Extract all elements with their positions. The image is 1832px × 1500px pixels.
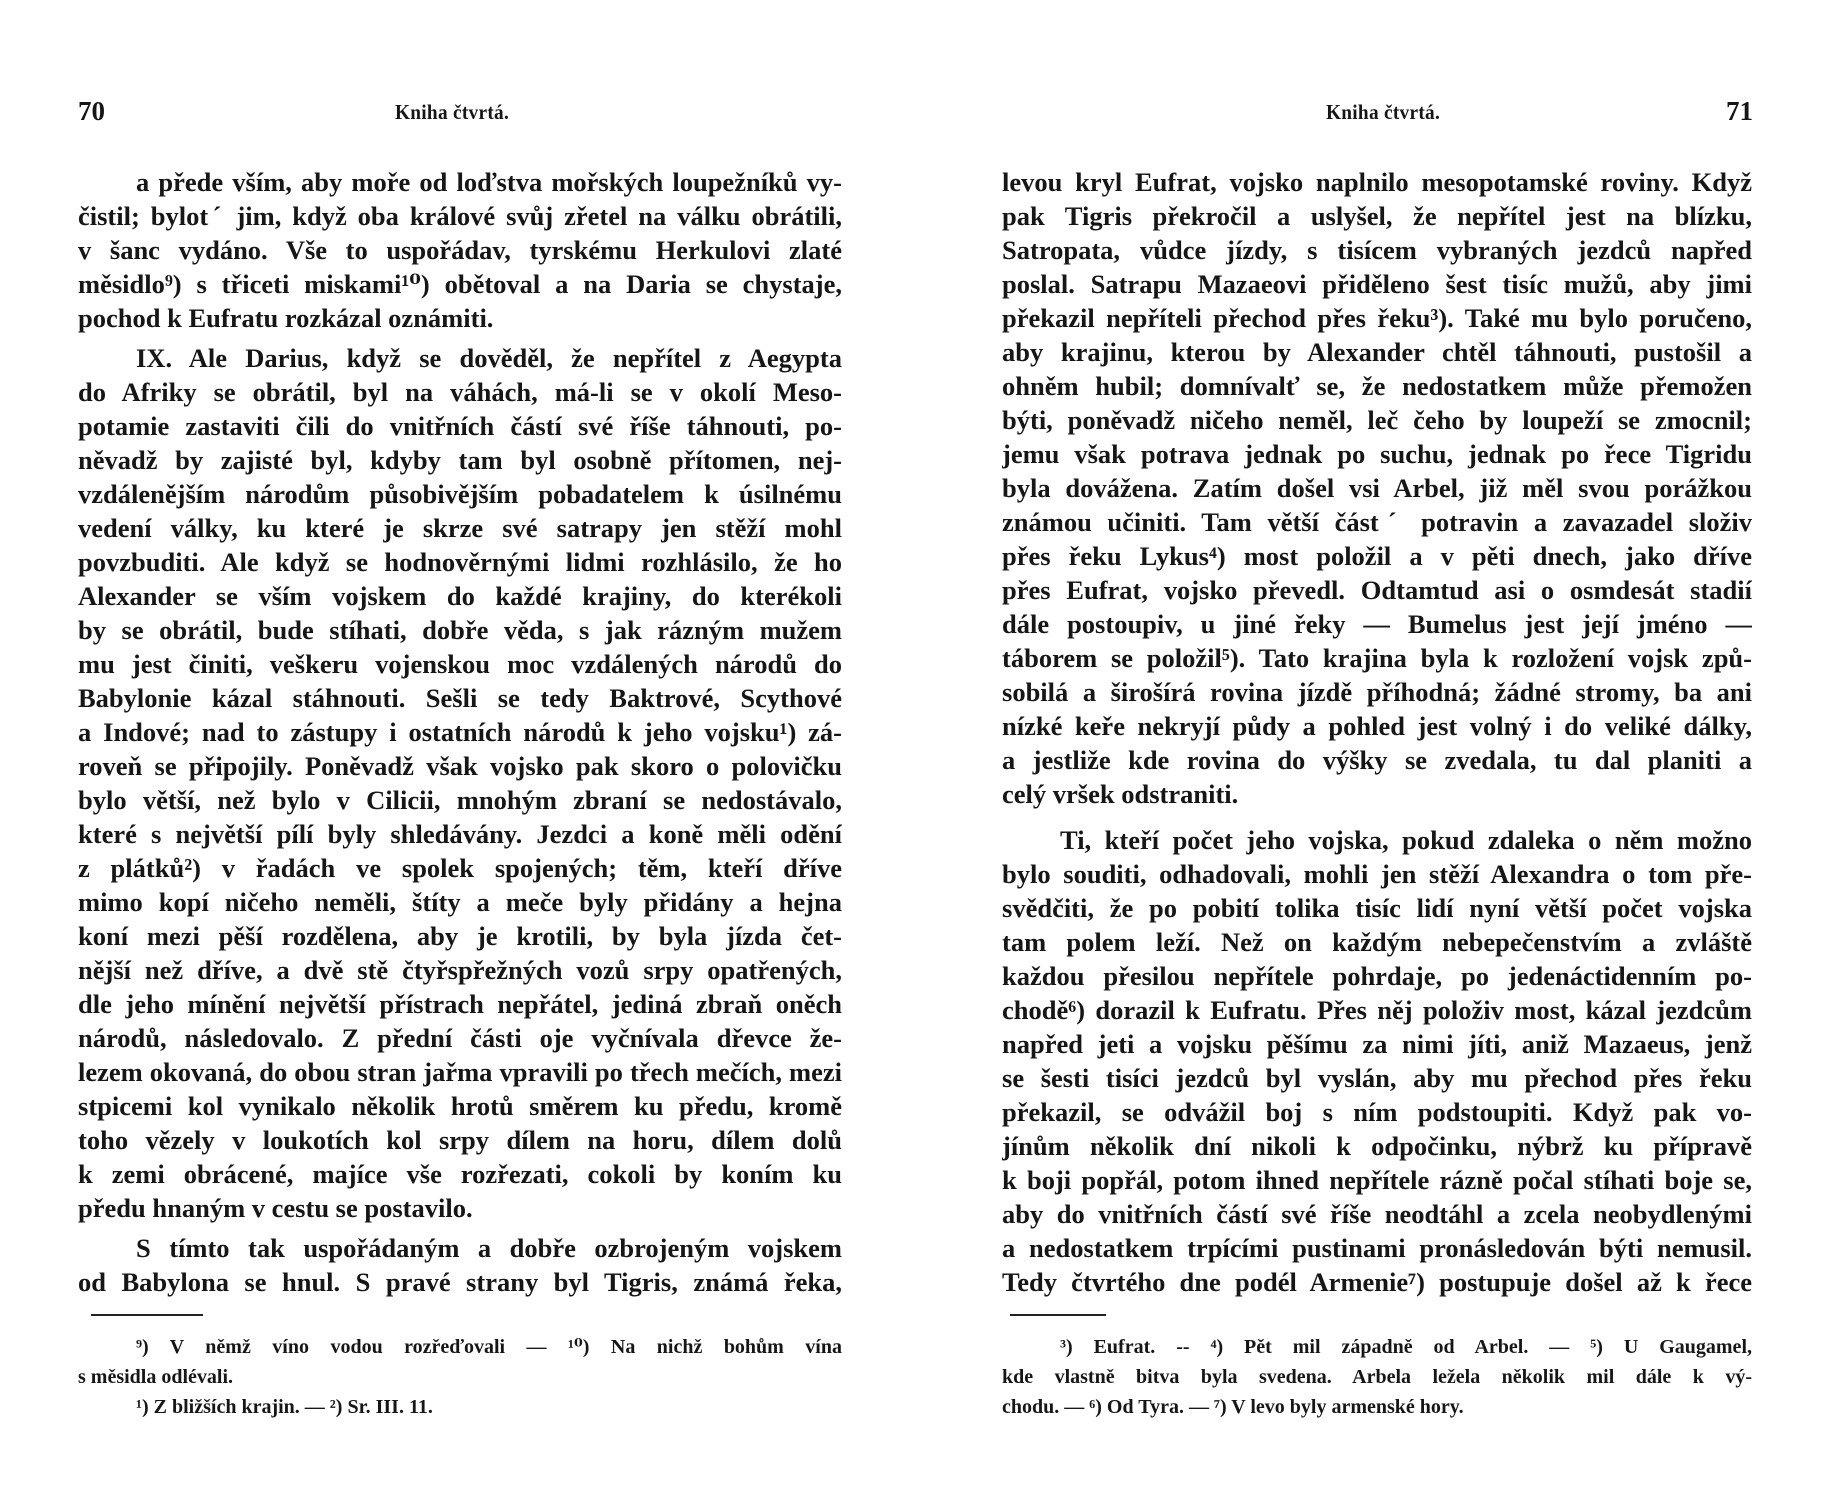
text-line: napřed jeti a vojsku pěšímu za nimi jíti, aniž Mazaeus, jenž [1002,1029,1752,1059]
running-head: Kniha čtvrtá. [394,100,510,124]
text-line: poslal. Satrapu Mazaeovi přiděleno šest tisíc mužů, aby jimi [1002,269,1752,299]
page-number: 70 [78,96,105,126]
text-line: potamie zastaviti čili do vnitřních částí své říše táhnouti, po- [78,411,842,441]
text-line: každou přesilou nepřítele pohrdaje, po jedenáctidenním po- [1002,961,1752,991]
text-line: z plátků²) v řadách ve spolek spojených; těm, kteří dříve [78,853,842,883]
text-line: bylo souditi, odhadovali, mohli jen stěží Alexandra o tom pře- [1002,859,1752,889]
text-line: tam polem leží. Než on každým nebepečenstvím a zvláště [1002,927,1752,957]
text-line: chodě⁶) dorazil k Eufratu. Přes něj položiv most, kázal jezdcům [1002,995,1752,1025]
text-line: překazil nepříteli přechod přes řeku³). Také mu bylo poručeno, [1002,303,1752,333]
text-line: pochod k Eufratu rozkázal oznámiti. [78,303,494,333]
footnote-rule [91,1314,203,1316]
text-line: vedení války, ku které je skrze své satrapy jen stěží mohl [78,513,842,543]
text-line: mu jest činiti, veškeru vojenskou moc vzdálených národů do [78,649,842,679]
text-line: roveň se připojily. Poněvadž však vojsko pak skoro o polovičku [78,751,842,781]
text-line: známou učiniti. Tam větší částˊ potravin a zavazadel složiv [1002,507,1752,537]
text-line: jínům několik dní nikoli k odpočinku, nýbrž ku přípravě [1002,1131,1752,1161]
text-line: stpicemi kol vynikalo několik hrotů směrem ku předu, kromě [78,1091,842,1121]
body-text [1002,165,1752,1299]
text-line: Babylonie kázal stáhnouti. Sešli se tedy Baktrové, Scythové [78,683,842,713]
right-page [916,0,1832,1500]
text-line: přes Eufrat, vojsko převedl. Odtamtud asi o osmdesát stadií [1002,575,1752,605]
text-line: a přede vším, aby moře od loďstva mořských loupežníků vy- [136,167,842,197]
footnote-rule [1010,1314,1106,1316]
text-line: vzdálenějším národům působivějším pobadatelem k úsilnému [78,479,842,509]
text-line: koní mezi pěší rozdělena, aby je krotili, by byla jízda čet- [78,921,842,951]
paragraph [78,1231,842,1299]
paragraph [78,341,842,1225]
text-line: nízké keře nekryjí půdy a pohled jest volný i do veliké dálky, [1002,711,1752,741]
footnote-line: chodu. — ⁶) Od Tyra. — ⁷) V levo byly armenské hory. [1002,1396,1464,1418]
text-line: aby do vnitřních částí své říše neodtáhl a zcela neobydlenými [1002,1199,1752,1229]
text-line: Satropata, vůdce jízdy, s tisícem vybraných jezdců napřed [1002,235,1752,265]
footnotes [78,1332,842,1422]
text-line: toho vězely v loukotích kol srpy dílem na horu, dílem dolů [78,1125,842,1155]
footnote-line: ¹) Z bližších krajin. — ²) Sr. III. 11. [136,1396,433,1418]
text-line: Alexander se vším vojskem do každé krajiny, do kterékoli [78,581,842,611]
text-line: lezem okovaná, do obou stran jařma vpravili po třech mečích, mezi [78,1057,842,1087]
text-line: národů, následovalo. Z přední části oje vyčnívala dřevce že- [78,1023,842,1053]
text-line: do Afriky se obrátil, byl na váhách, má-li se v okolí Meso- [78,377,842,407]
text-line: by se obrátil, bude stíhati, dobře věda, s jak rázným mužem [78,615,842,645]
text-line: čistil; bylotˊ jim, když oba králové svůj zřetel na válku obrátili, [78,201,842,231]
footnote-line: s měsidla odlévali. [78,1366,234,1388]
text-line: něvadž by zajisté byl, kdyby tam byl osobně přítomen, nej- [78,445,842,475]
text-line: překazil, se odvážil boj s ním podstoupiti. Když pak vo- [1002,1097,1752,1127]
text-line: povzbuditi. Ale když se hodnověrnými lidmi rozhlásilo, že ho [78,547,842,577]
footnote-line: kde vlastně bitva byla svedena. Arbela ležela několik mil dále k vý- [1002,1366,1752,1388]
text-line: táborem se položil⁵). Tato krajina byla k rozložení vojsk způ- [1002,643,1752,673]
footnotes [1002,1332,1752,1422]
text-line: a jestliže kde rovina do výšky se zvedala, tu dal planiti a [1002,745,1752,775]
text-line: bylo větší, než bylo v Cilicii, mnohým zbraní se nedostávalo, [78,785,842,815]
text-line: sobilá a širošírá rovina jízdě příhodná; žádné stromy, ba ani [1002,677,1752,707]
text-line: Tedy čtvrtého dne podél Armenie⁷) postupuje došel až k řece [1002,1267,1752,1297]
body-text [78,165,842,1299]
text-line: a nedostatkem trpícími pustinami pronásledován býti nemusil. [1002,1233,1752,1263]
text-line: S tímto tak uspořádaným a dobře ozbrojeným vojskem [136,1233,842,1263]
text-line: býti, poněvadž ničeho neměl, leč čeho by loupeží se zmocnil; [1002,405,1752,435]
text-line: IX. Ale Darius, když se dověděl, že nepřítel z Aegypta [136,343,842,373]
text-line: od Babylona se hnul. S pravé strany byl Tigris, známá řeka, [78,1267,842,1297]
text-line: měsidlo⁹) s třiceti miskami¹⁰) obětoval a na Daria se chystaje, [78,269,842,299]
text-line: dle jeho mínění největší přístrach nepřátel, jediná zbraň oněch [78,989,842,1019]
footnote-line: ³) Eufrat. -- ⁴) Pět mil západně od Arbel. — ⁵) U Gaugamel, [1060,1336,1752,1358]
text-line: levou kryl Eufrat, vojsko naplnilo mesopotamské roviny. Když [1002,167,1752,197]
text-line: svědčiti, že po pobití tolika tisíc lidí nyní větší počet vojska [1002,893,1752,923]
text-line: předu hnaným v cestu se postavilo. [78,1193,473,1223]
text-line: přes řeku Lykus⁴) most položil a v pěti dnech, jako dříve [1002,541,1752,571]
text-line: pak Tigris překročil a uslyšel, že nepřítel jest na blízku, [1002,201,1752,231]
text-line: byla dovážena. Zatím došel vsi Arbel, již měl svou porážkou [1002,473,1752,503]
text-line: mimo kopí ničeho neměli, štíty a meče byly přidány a hejna [78,887,842,917]
text-line: k zemi obrácené, majíce vše rozřezati, cokoli by koním ku [78,1159,842,1189]
text-line: a Indové; nad to zástupy i ostatních národů k jeho vojsku¹) zá- [78,717,842,747]
text-line: celý vršek odstraniti. [1002,779,1239,809]
running-head: Kniha čtvrtá. [1325,100,1441,124]
text-line: Ti, kteří počet jeho vojska, pokud zdaleka o něm možno [1060,825,1752,855]
text-line: dále postoupiv, u jiné řeky — Bumelus jest její jméno — [1002,609,1752,639]
text-line: jemu však potrava jednak po suchu, jednak po řece Tigridu [1002,439,1752,469]
text-line: ohněm hubil; domnívalť se, že nedostatkem může přemožen [1002,371,1752,401]
text-line: k boji popřál, potom ihned nepřítele rázně počal stíhati boje se, [1002,1165,1752,1195]
text-line: které s největší pílí byly shledávány. Jezdci a koně měli odění [78,819,842,849]
text-line: nější než dříve, a dvě stě čtyřspřežných vozů srpy opatřených, [78,955,842,985]
page-number: 71 [1726,96,1753,126]
paragraph [78,165,842,335]
paragraph [1002,823,1752,1299]
footnote-line: ⁹) V němž víno vodou rozřeďovali — ¹⁰) Na nichž bohům vína [136,1336,842,1358]
text-line: se šesti tisíci jezdců byl vyslán, aby mu přechod přes řeku [1002,1063,1752,1093]
paragraph [1002,165,1752,811]
text-line: v šanc vydáno. Vše to uspořádav, tyrskému Herkulovi zlaté [78,235,842,265]
text-line: aby krajinu, kterou by Alexander chtěl táhnouti, pustošil a [1002,337,1752,367]
